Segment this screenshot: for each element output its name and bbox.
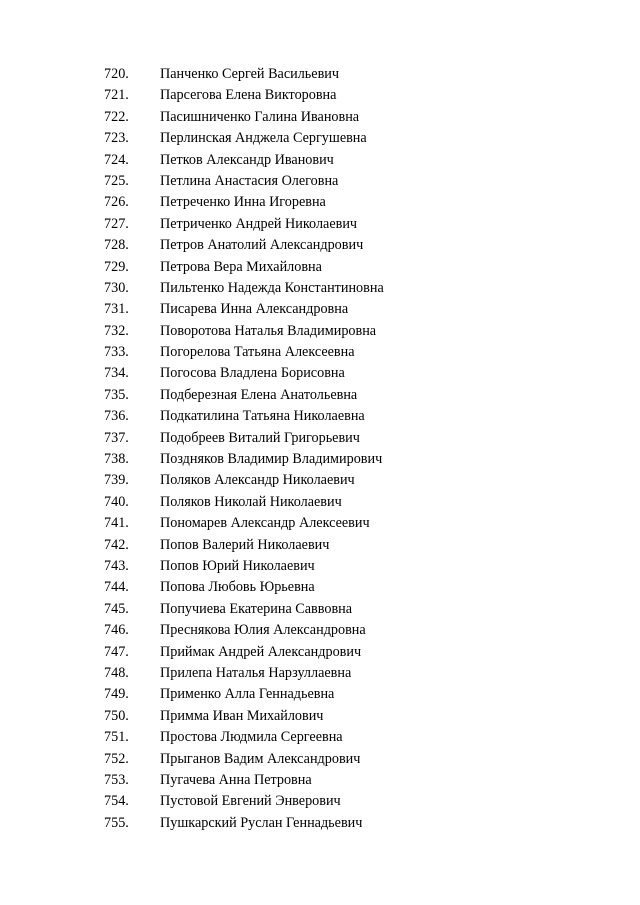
list-item [104, 492, 384, 513]
entry-number: 751. [104, 729, 129, 746]
entry-name: Примма Иван Михайлович [160, 707, 324, 724]
entry-number: 744. [104, 579, 129, 596]
entry-name: Погосова Владлена Борисовна [160, 365, 345, 382]
entry-name: Парсегова Елена Викторовна [160, 87, 337, 104]
list-item [104, 663, 384, 684]
entry-name: Поляков Николай Николаевич [160, 493, 342, 510]
entry-name: Прилепа Наталья Нарзуллаевна [160, 664, 352, 681]
entry-name: Подобреев Виталий Григорьевич [160, 429, 360, 446]
entry-name: Писарева Инна Александровна [160, 301, 349, 318]
entry-name: Перлинская Анджела Сергушевна [160, 130, 367, 147]
entry-number: 729. [104, 258, 129, 275]
entry-number: 724. [104, 151, 129, 168]
list-item [104, 727, 384, 748]
list-item [104, 214, 384, 235]
entry-name: Панченко Сергей Васильевич [160, 66, 339, 82]
entry-name: Петреченко Инна Игоревна [160, 194, 326, 211]
entry-number: 721. [104, 87, 129, 104]
list-item [104, 278, 384, 299]
list-item [104, 385, 384, 406]
list-item [104, 299, 384, 320]
entry-number: 754. [104, 793, 129, 810]
list-item [104, 257, 384, 278]
list-item [104, 85, 384, 106]
entry-number: 735. [104, 386, 129, 403]
entry-name: Погорелова Татьяна Алексеевна [160, 344, 355, 361]
entry-name: Пасишниченко Галина Ивановна [160, 108, 360, 125]
entry-name: Пугачева Анна Петровна [160, 771, 312, 788]
entry-number: 720. [104, 66, 129, 82]
entry-number: 728. [104, 237, 129, 254]
entry-name: Приймак Андрей Александрович [160, 643, 362, 660]
list-item [104, 770, 384, 791]
list-item [104, 513, 384, 534]
entry-number: 749. [104, 686, 129, 703]
list-item [104, 706, 384, 727]
entry-number: 727. [104, 215, 129, 232]
name-list [104, 64, 384, 834]
entry-name: Применко Алла Геннадьевна [160, 686, 335, 703]
entry-number: 734. [104, 365, 129, 382]
list-item [104, 342, 384, 363]
entry-name: Поздняков Владимир Владимирович [160, 451, 383, 468]
entry-number: 731. [104, 301, 129, 318]
entry-number: 739. [104, 472, 129, 489]
entry-number: 737. [104, 429, 129, 446]
list-item [104, 107, 384, 128]
entry-number: 736. [104, 408, 129, 425]
entry-number: 745. [104, 600, 129, 617]
list-item [104, 406, 384, 427]
entry-name: Пономарев Александр Алексеевич [160, 515, 370, 532]
list-item [104, 599, 384, 620]
entry-name: Подберезная Елена Анатольевна [160, 386, 358, 403]
entry-number: 750. [104, 707, 129, 724]
entry-number: 730. [104, 279, 129, 296]
list-item [104, 235, 384, 256]
list-item [104, 556, 384, 577]
entry-number: 753. [104, 771, 129, 788]
entry-name: Попов Валерий Николаевич [160, 536, 330, 553]
entry-name: Петров Анатолий Александрович [160, 237, 364, 254]
entry-number: 746. [104, 622, 129, 639]
entry-name: Поворотова Наталья Владимировна [160, 322, 377, 339]
list-item [104, 171, 384, 192]
entry-name: Простова Людмила Сергеевна [160, 729, 343, 746]
entry-number: 723. [104, 130, 129, 147]
entry-number: 740. [104, 493, 129, 510]
entry-number: 722. [104, 108, 129, 125]
list-item [104, 684, 384, 705]
list-item [104, 363, 384, 384]
list-item [104, 428, 384, 449]
entry-name: Попучиева Екатерина Саввовна [160, 600, 353, 617]
list-item [104, 470, 384, 491]
entry-name: Преснякова Юлия Александровна [160, 622, 366, 639]
entry-number: 741. [104, 515, 129, 532]
entry-number: 747. [104, 643, 129, 660]
entry-name: Петков Александр Иванович [160, 151, 334, 168]
list-item [104, 791, 384, 812]
entry-number: 732. [104, 322, 129, 339]
entry-name: Пустовой Евгений Энверович [160, 793, 341, 810]
entry-number: 738. [104, 451, 129, 468]
entry-number: 755. [104, 814, 129, 831]
entry-number: 752. [104, 750, 129, 767]
entry-name: Петрова Вера Михайловна [160, 258, 322, 275]
entry-name: Поляков Александр Николаевич [160, 472, 355, 489]
entry-name: Пильтенко Надежда Константиновна [160, 279, 384, 296]
entry-name: Петриченко Андрей Николаевич [160, 215, 358, 232]
list-item [104, 128, 384, 149]
entry-name: Пушкарский Руслан Геннадьевич [160, 814, 363, 831]
list-item [104, 321, 384, 342]
entry-number: 748. [104, 664, 129, 681]
list-item [104, 577, 384, 598]
entry-number: 742. [104, 536, 129, 553]
entry-number: 726. [104, 194, 129, 211]
entry-name: Подкатилина Татьяна Николаевна [160, 408, 365, 425]
list-item [104, 150, 384, 171]
entry-name: Прыганов Вадим Александрович [160, 750, 361, 767]
entry-number: 743. [104, 557, 129, 574]
list-item [104, 64, 384, 85]
entry-number: 725. [104, 172, 129, 189]
list-item [104, 813, 384, 834]
list-item [104, 642, 384, 663]
entry-name: Попов Юрий Николаевич [160, 557, 315, 574]
entry-number: 733. [104, 344, 129, 361]
list-item [104, 192, 384, 213]
list-item [104, 620, 384, 641]
list-item [104, 749, 384, 770]
list-item [104, 535, 384, 556]
entry-name: Попова Любовь Юрьевна [160, 579, 315, 596]
list-item [104, 449, 384, 470]
entry-name: Петлина Анастасия Олеговна [160, 172, 339, 189]
